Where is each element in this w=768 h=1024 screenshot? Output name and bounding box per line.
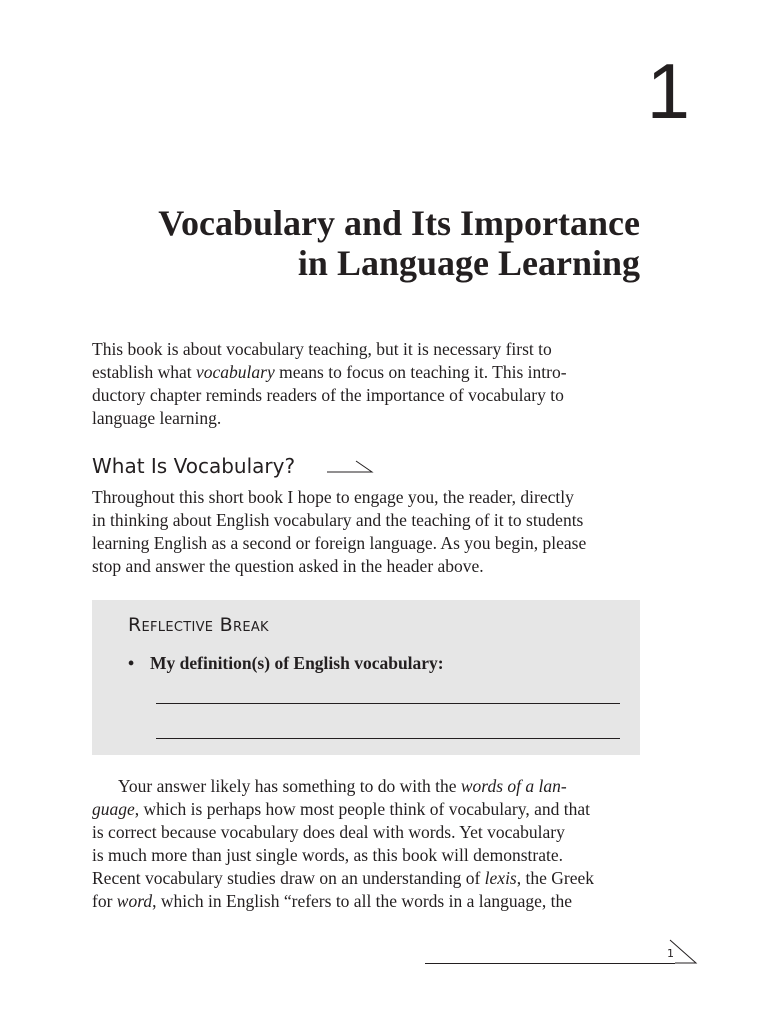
intro-line-4: language learning. [92, 408, 222, 428]
footer-rule [425, 963, 675, 964]
answer-line-2[interactable] [156, 738, 620, 739]
reflective-break-prompt: My definition(s) of English vocabulary: [150, 653, 444, 673]
chapter-number: 1 [646, 47, 690, 135]
section-heading: What Is Vocabulary? [92, 454, 296, 478]
intro-line-2 [92, 361, 637, 384]
intro-text: establish what [92, 362, 197, 382]
body-text: , which is perhaps how most people think of vocabulary, and that [134, 799, 591, 819]
intro-line-3: ductory chapter reminds readers of the importance of vocabulary to [92, 385, 564, 405]
body-line-1 [92, 775, 640, 798]
bullet-icon: • [128, 653, 135, 673]
chapter-title [158, 203, 640, 283]
body-line-3: is correct because vocabulary does deal with words. Yet vocabulary [92, 822, 565, 842]
chapter-title-line-1: Vocabulary and Its Importance [158, 203, 640, 243]
intro-emphasis: vocabulary [196, 362, 275, 382]
body-emphasis: lexis [484, 868, 517, 888]
body-emphasis: words of a lan- [460, 776, 567, 796]
intro-line-1: This book is about vocabulary teaching, but it is necessary first to [92, 339, 552, 359]
answer-line-1[interactable] [156, 703, 620, 704]
body-line-4: is much more than just single words, as this book will demonstrate. [92, 845, 563, 865]
body-emphasis: guage [92, 799, 135, 819]
reflective-break-title: Reflective Break [128, 614, 269, 636]
body-text: Recent vocabulary studies draw on an understanding of [92, 868, 485, 888]
page-number: 1 [667, 947, 674, 960]
section-paragraph [92, 486, 640, 578]
body-line-2 [92, 798, 640, 821]
body-text: for [92, 891, 117, 911]
chapter-title-line-2: in Language Learning [297, 243, 640, 283]
body-paragraph [92, 775, 640, 913]
body-text: , the Greek [516, 868, 595, 888]
intro-paragraph [92, 338, 637, 430]
heading-arrow-icon [326, 458, 374, 476]
intro-text: means to focus on teaching it. This intro- [274, 362, 567, 382]
body-line-5 [92, 867, 640, 890]
section-line-2: in thinking about English vocabulary and the teaching of it to students [92, 510, 584, 530]
section-line-4: stop and answer the question asked in the header above. [92, 556, 484, 576]
body-emphasis: word [116, 891, 153, 911]
reflective-break-box [92, 600, 640, 755]
body-line-6 [92, 890, 640, 913]
section-line-1: Throughout this short book I hope to engage you, the reader, directly [92, 487, 574, 507]
body-text: , which in English “refers to all the words in a language, the [152, 891, 573, 911]
reflective-break-item [128, 652, 444, 675]
body-text: Your answer likely has something to do with the [118, 776, 461, 796]
section-line-3: learning English as a second or foreign language. As you begin, please [92, 533, 587, 553]
